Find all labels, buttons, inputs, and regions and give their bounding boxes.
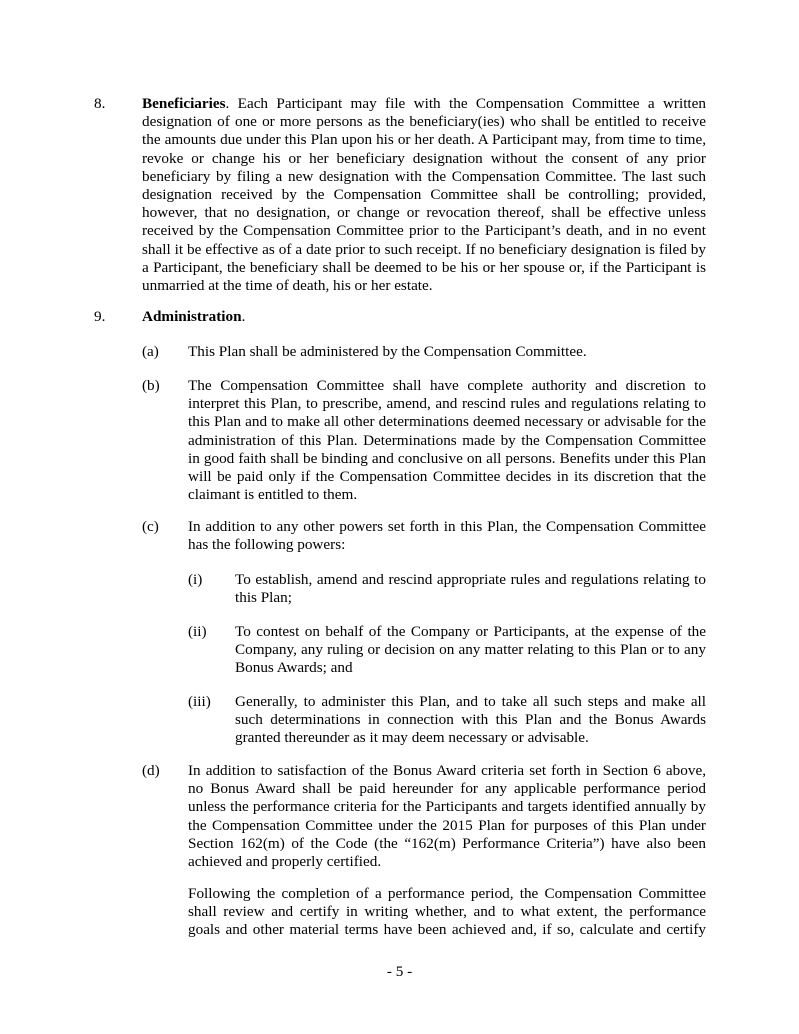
section-8-text: . Each Participant may file with the Compensation Committee a written designation of one or more persons as the beneficiary(ies) who shall be entitled to receive the amounts due under this Plan upon his or her death. A Participant may, from time to time, revoke or change his or her beneficiary designation without the consent of any prior beneficiary by filing a new designation with the Compensation Committee. The last such designation received by the Compensation Committee shall be controlling; provided, however, that no designation, or change or revocation thereof, shall be effective unless received by the Compensation Committee prior to the Participant’s death, and in no event shall it be effective as of a date prior to such receipt. If no beneficiary designation is filed by a Participant, the beneficiary shall be deemed to be his or her spouse or, if the Participant is unmarried at the time of death, his or her estate. — [142, 95, 706, 295]
item-a-label: (a) — [142, 343, 159, 360]
item-a-text: This Plan shall be administered by the Compensation Committee. — [188, 343, 587, 360]
item-c-ii-text: To contest on behalf of the Company or Participants, at the expense of the Company, any ruling or decision on any matter relating to this Plan or to any Bonus Awards; and — [235, 623, 706, 677]
item-d-text: In addition to satisfaction of the Bonus Award criteria set forth in Section 6 above, no Bonus Award shall be paid hereunder for any applicable performance period unless the performance criteria for the Participants and targets identified annually by the Compensation Committee under the 2015 Plan for purposes of this Plan under Section 162(m) of the Code (the “162(m) Performance Criteria”) have also been achieved and properly certified. — [188, 762, 706, 871]
item-c-i-label: (i) — [188, 571, 203, 588]
item-c-i-text: To establish, amend and rescind appropriate rules and regulations relating to this Plan; — [235, 571, 706, 607]
item-b-text: The Compensation Committee shall have complete authority and discretion to interpret this Plan, to prescribe, amend, and rescind rules and regulations relating to this Plan and to make all other determinations deemed necessary or advisable for the administration of this Plan. Determinations made by the Compensation Committee in good faith shall be binding and conclusive on all persons. Benefits under this Plan will be paid only if the Compensation Committee decides in its discretion that the claimant is entitled to them. — [188, 377, 706, 504]
item-d-label: (d) — [142, 762, 160, 779]
section-8-heading: Beneficiaries — [142, 95, 226, 112]
item-c-label: (c) — [142, 518, 159, 535]
section-9-heading: Administration — [142, 308, 242, 325]
item-d-continuation: Following the completion of a performance period, the Compensation Committee shall review and certify in writing whether, and to what extent, the performance goals and other material terms have been achieved and, if so, calculate and certify — [188, 885, 706, 939]
section-9-heading-line: Administration. — [142, 308, 246, 325]
section-8-number: 8. — [94, 95, 106, 112]
item-c-ii-label: (ii) — [188, 623, 207, 640]
section-8-paragraph — [142, 95, 706, 295]
section-9-number: 9. — [94, 308, 106, 325]
item-b-label: (b) — [142, 377, 160, 394]
item-c-iii-text: Generally, to administer this Plan, and to take all such steps and make all such determinations in connection with this Plan and the Bonus Awards granted thereunder as it may deem necessary or advisable. — [235, 693, 706, 747]
item-c-iii-label: (iii) — [188, 693, 211, 710]
item-c-text: In addition to any other powers set forth in this Plan, the Compensation Committee has the following powers: — [188, 518, 706, 554]
page-number: - 5 - — [386, 963, 413, 980]
